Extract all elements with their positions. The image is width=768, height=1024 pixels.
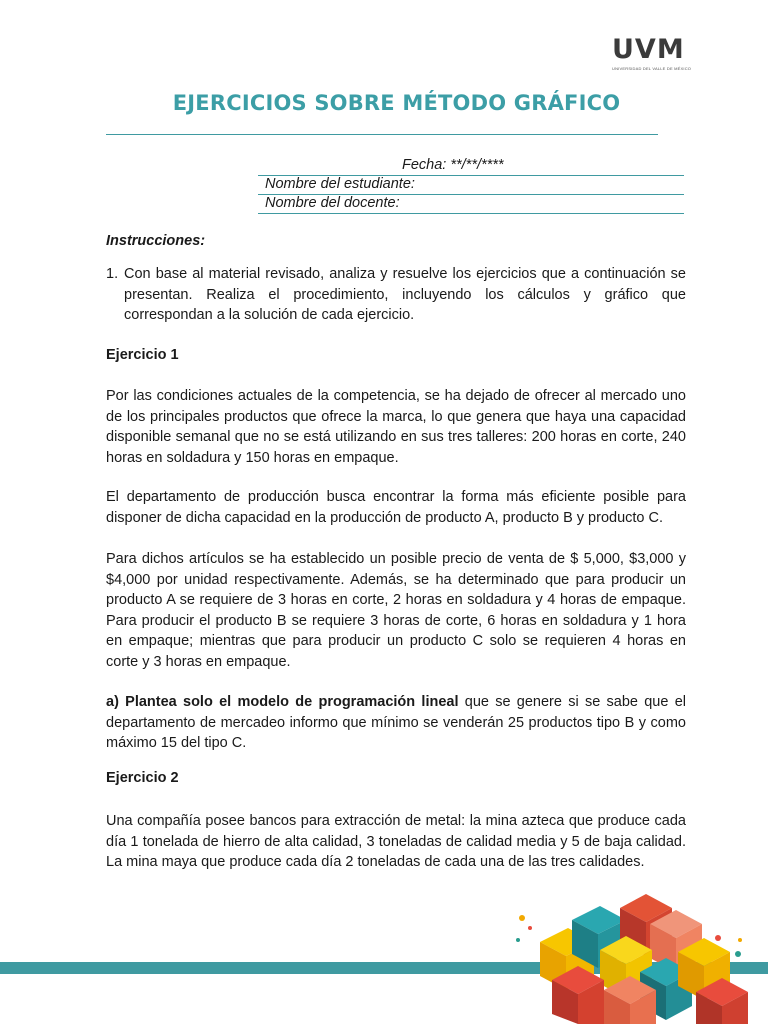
uvm-logo — [612, 36, 722, 76]
title-divider — [106, 134, 658, 135]
exercise-1-paragraph-1: Por las condiciones actuales de la competencia, se ha dejado de ofrecer al mercado uno de los principales productos que ofrece la marca, lo que genera que haya una capacidad disponible semanal que no se está utilizando en sus tres talleres: 200 horas en corte, 240 horas en soldadura y 150 horas en empaque. — [106, 388, 686, 466]
student-name-field — [258, 176, 684, 195]
exercise-2-heading: Ejercicio 2 — [106, 770, 179, 786]
teacher-name-label: Nombre del docente: — [265, 195, 400, 211]
instruction-item-1 — [106, 264, 686, 326]
fecha-field — [258, 157, 684, 176]
item-number: 1. — [106, 266, 119, 282]
instructions-heading: Instrucciones: — [106, 233, 206, 249]
exercise-1-paragraph-2: El departamento de producción busca encontrar la forma más eficiente posible para disponer de dicha capacidad en la producción de producto A, producto B y producto C. — [106, 489, 686, 526]
exercise-2-paragraph-1: Una compañía posee bancos para extracción de metal: la mina azteca que produce cada día 1 tonelada de hierro de alta calidad, 3 toneladas de calidad media y 5 de baja calidad. La mina maya que produce cada día 2 toneladas de cada una de las tres calidades. — [106, 813, 686, 870]
exercise-1-paragraph-3: Para dichos artículos se ha establecido un posible precio de venta de $ 5,000, $3,000 y $4,000 por unidad respectivamente. Además, se ha determinado que para producir un producto A se requiere de 3 horas en corte, 2 horas en soldadura y 4 horas de empaque. Para producir el producto B se requiere 3 horas de corte, 6 horas en soldadura y 1 hora en empaque; mientras que para producir un producto C solo se requieren 4 horas en corte y 3 horas en empaque. — [106, 551, 686, 670]
question-a-bold: a) Plantea solo el modelo de programación lineal — [106, 694, 459, 710]
student-name-label: Nombre del estudiante: — [265, 176, 415, 192]
teacher-name-field — [258, 195, 684, 214]
exercise-1-heading: Ejercicio 1 — [106, 347, 179, 363]
logo-text: UVM — [612, 34, 685, 65]
page-title: EJERCICIOS SOBRE MÉTODO GRÁFICO — [172, 91, 621, 115]
question-a-rest: que se genere si se sabe que el departamento de mercadeo informo que mínimo se venderán 25 productos tipo B y como máximo 15 del tipo C. — [106, 694, 686, 751]
logo-subtext: UNIVERSIDAD DEL VALLE DE MÉXICO — [612, 66, 692, 71]
item-text: Con base al material revisado, analiza y resuelve los ejercicios que a continuación se presentan. Realiza el procedimiento, incluyendo los cálculos y gráfico que correspondan a la solución de cada ejercicio. — [124, 266, 686, 323]
decorative-cubes-graphic — [500, 880, 768, 1024]
fecha-label: Fecha: **/**/**** — [402, 157, 504, 173]
exercise-1-question-a — [106, 692, 686, 754]
